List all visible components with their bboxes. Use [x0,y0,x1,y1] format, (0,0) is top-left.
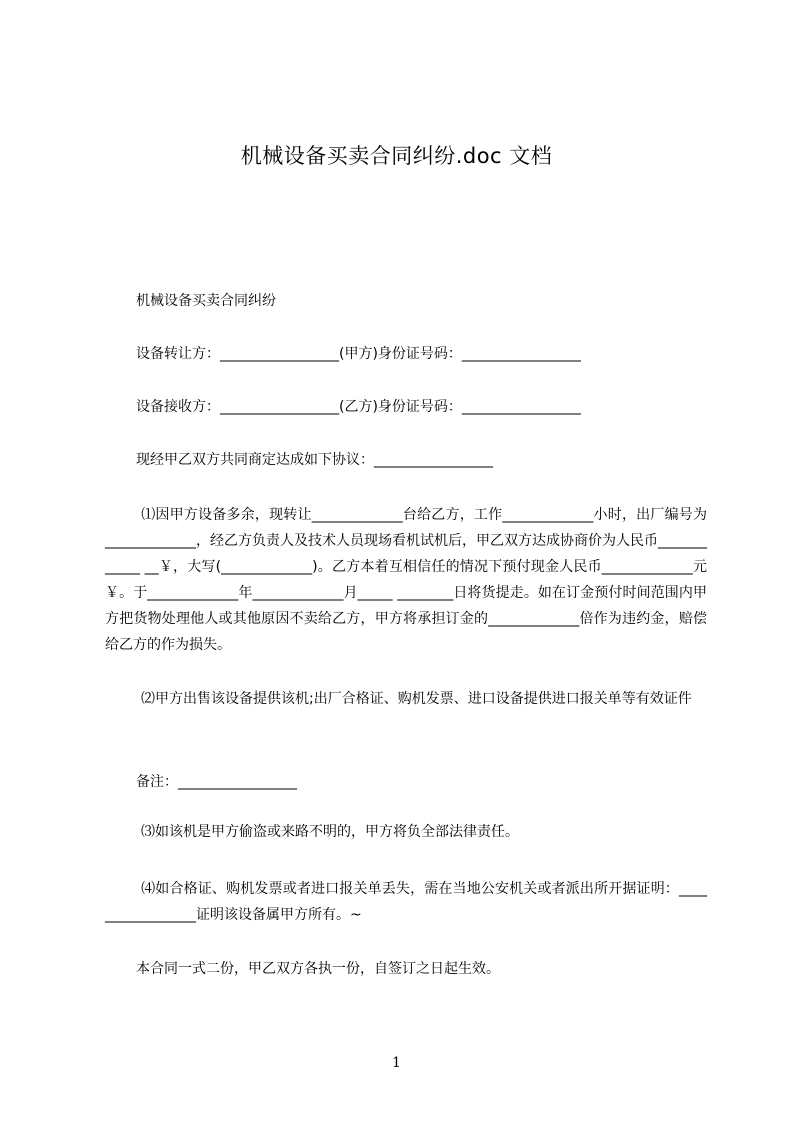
contract-heading: 机械设备买卖合同纠纷 [136,293,276,309]
clause-2-text: ⑵甲方出售该设备提供该机;出厂合格证、购机发票、进口设备提供进口报关单等有效证件 [141,691,692,707]
document-title: 机械设备买卖合同纠纷.doc 文档 [240,144,553,168]
clause-1 [105,502,707,658]
clause-4-text: ⑷如合格证、购机发票或者进口报关单丢失，需在当地公安机关或者派出所开据证明：_________________证明该设备属甲方所有。~ [105,881,707,923]
page-number: 1 [392,1055,401,1071]
buyer-line: 设备接收方：_________________(乙方)身份证号码：_________________ [136,399,581,415]
clause-3 [105,819,707,845]
closing-line: 本合同一式二份，甲乙双方各执一份，自签订之日起生效。 [136,961,500,977]
agreement-line: 现经甲乙双方共同商定达成如下协议：_________________ [136,452,493,468]
clause-2 [105,686,707,712]
remark-line: 备注：_________________ [136,774,297,790]
seller-line: 设备转让方：_________________(甲方)身份证号码：_________________ [136,346,581,362]
clause-1-text: ⑴因甲方设备多余，现转让_____________台给乙方，工作_____________小时，出厂编号为_____________，经乙方负责人及技术人员现场看机试机后，甲乙双方达成协商价为人民币____________ __￥，大写(_____________)。乙方本着互相信任的情况下预付现金人民币_____________元￥。于_____________年_____________月_____ ________日将货提走。如在订金预付时间范围内甲方把货物处理他人或其他原因不卖给乙方，甲方将承担订金的_____________倍作为违约金，赔偿给乙方的作为损失。 [105,507,707,653]
clause-3-text: ⑶如该机是甲方偷盗或来路不明的，甲方将负全部法律责任。 [141,824,519,840]
clause-4 [105,876,707,928]
